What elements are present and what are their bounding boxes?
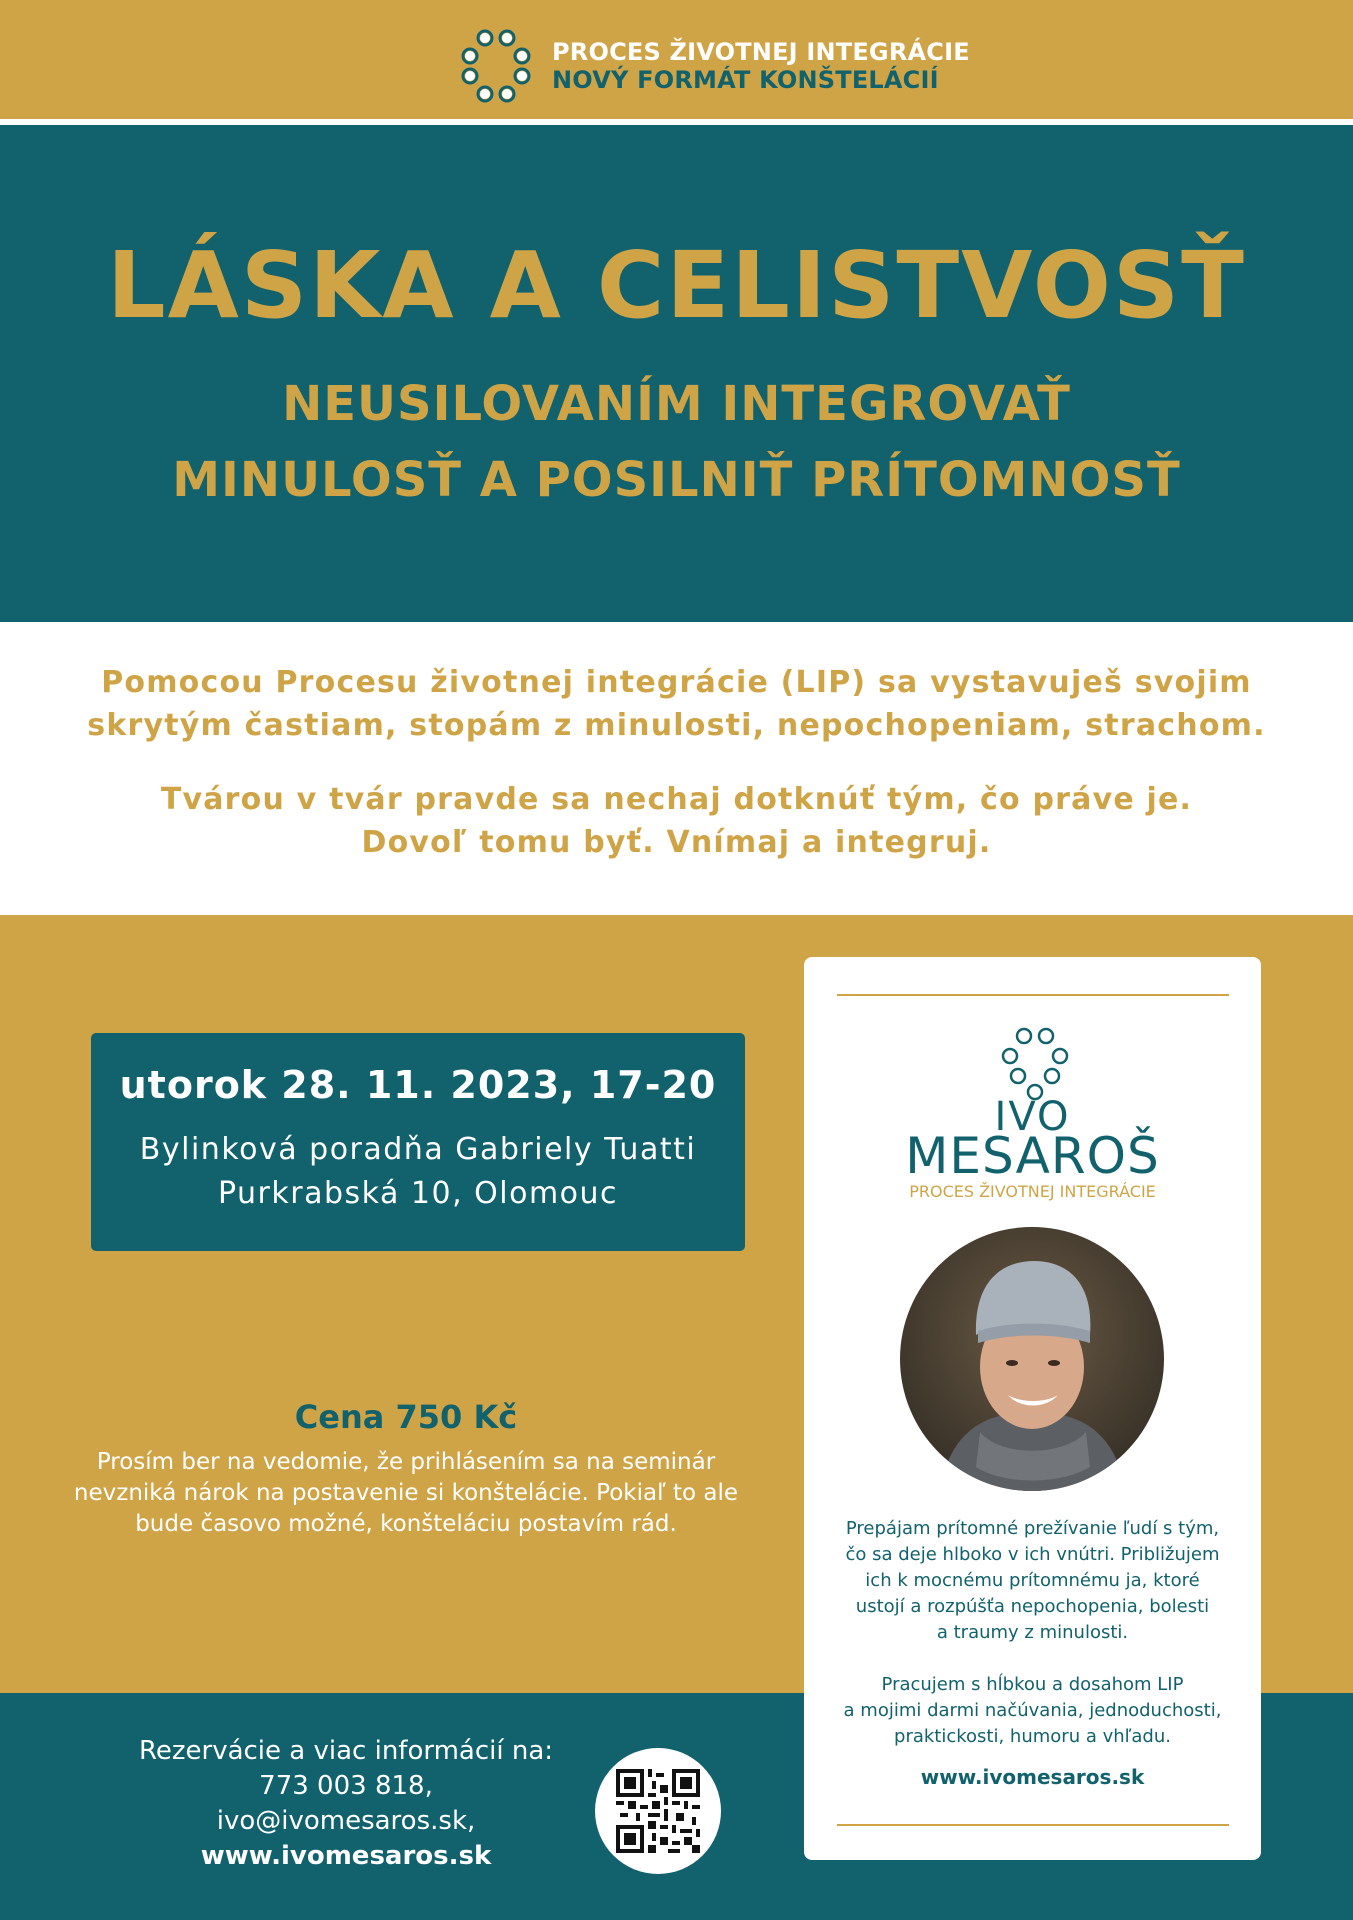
price-note-line-1: Prosím ber na vedomie, že prihlásením sa na seminár <box>96 1449 716 1475</box>
price-note-line-3: bude časovo možné, konšteláciu postavím rád. <box>135 1511 677 1537</box>
event-date: utorok 28. 11. 2023, 17-20 <box>119 1063 717 1107</box>
card-tagline: PROCES ŽIVOTNEJ INTEGRÁCIE <box>909 1182 1156 1201</box>
subtitle-line-1: NEUSILOVANÍM INTEGROVAŤ <box>282 376 1071 432</box>
contact-email[interactable]: ivo@ivomesaros.sk, <box>216 1806 476 1836</box>
title-band <box>0 125 1353 622</box>
contact-heading: Rezervácie a viac informácií na: <box>138 1736 554 1766</box>
contact-phone[interactable]: 773 003 818, <box>259 1771 433 1801</box>
main-title: LÁSKA A CELISTVOSŤ <box>107 232 1246 339</box>
card-bio-line: Prepájam prítomné prežívanie ľudí s tým, <box>845 1518 1220 1539</box>
intro-line-1: Pomocou Procesu životnej integrácie (LIP) sa vystavuješ svojim <box>101 665 1252 700</box>
card-method-line: praktickosti, humoru a vhľadu. <box>894 1726 1171 1747</box>
event-address: Purkrabská 10, Olomouc <box>217 1176 619 1211</box>
intro-line-2: skrytým častiam, stopám z minulosti, nepochopeniam, strachom. <box>87 708 1266 743</box>
portrait-photo <box>900 1227 1164 1491</box>
card-bio-line: ich k mocnému prítomnému ja, ktoré <box>865 1570 1200 1591</box>
qr-code-icon[interactable] <box>616 1769 700 1853</box>
card-name-last: MESAROŠ <box>905 1127 1160 1185</box>
subtitle-line-2: MINULOSŤ A POSILNIŤ PRÍTOMNOSŤ <box>172 452 1181 508</box>
card-bio-line: ustojí a rozpúšťa nepochopenia, bolesti <box>855 1596 1210 1617</box>
price-note-line-2: nevzniká nárok na postavenie si konštelácie. Pokiaľ to ale <box>73 1480 739 1506</box>
contact-website-link[interactable]: www.ivomesaros.sk <box>200 1841 492 1871</box>
event-venue: Bylinková poradňa Gabriely Tuatti <box>139 1132 697 1167</box>
card-bio-line: čo sa deje hlboko v ich vnútri. Približujem <box>845 1544 1220 1565</box>
circle-ring-logo-icon <box>460 28 536 104</box>
intro-line-3: Tvárou v tvár pravde sa nechaj dotknúť tým, čo práve je. <box>160 782 1193 817</box>
brand-line-2: NOVÝ FORMÁT KONŠTELÁCIÍ <box>552 66 939 94</box>
price: Cena 750 Kč <box>294 1398 518 1436</box>
card-method-line: Pracujem s hĺbkou a dosahom LIP <box>881 1674 1184 1695</box>
card-divider-top <box>837 994 1229 996</box>
brand-line-1: PROCES ŽIVOTNEJ INTEGRÁCIE <box>552 38 970 66</box>
card-method-line: a mojimi darmi načúvania, jednoduchosti, <box>843 1700 1222 1721</box>
card-name-first: IVO <box>994 1094 1071 1140</box>
card-bio-line: a traumy z minulosti. <box>936 1622 1129 1643</box>
card-website-link[interactable]: www.ivomesaros.sk <box>920 1765 1145 1789</box>
circle-chain-logo-icon <box>998 1026 1072 1102</box>
intro-line-4: Dovoľ tomu byť. Vnímaj a integruj. <box>361 825 992 860</box>
card-divider-bottom <box>837 1824 1229 1826</box>
